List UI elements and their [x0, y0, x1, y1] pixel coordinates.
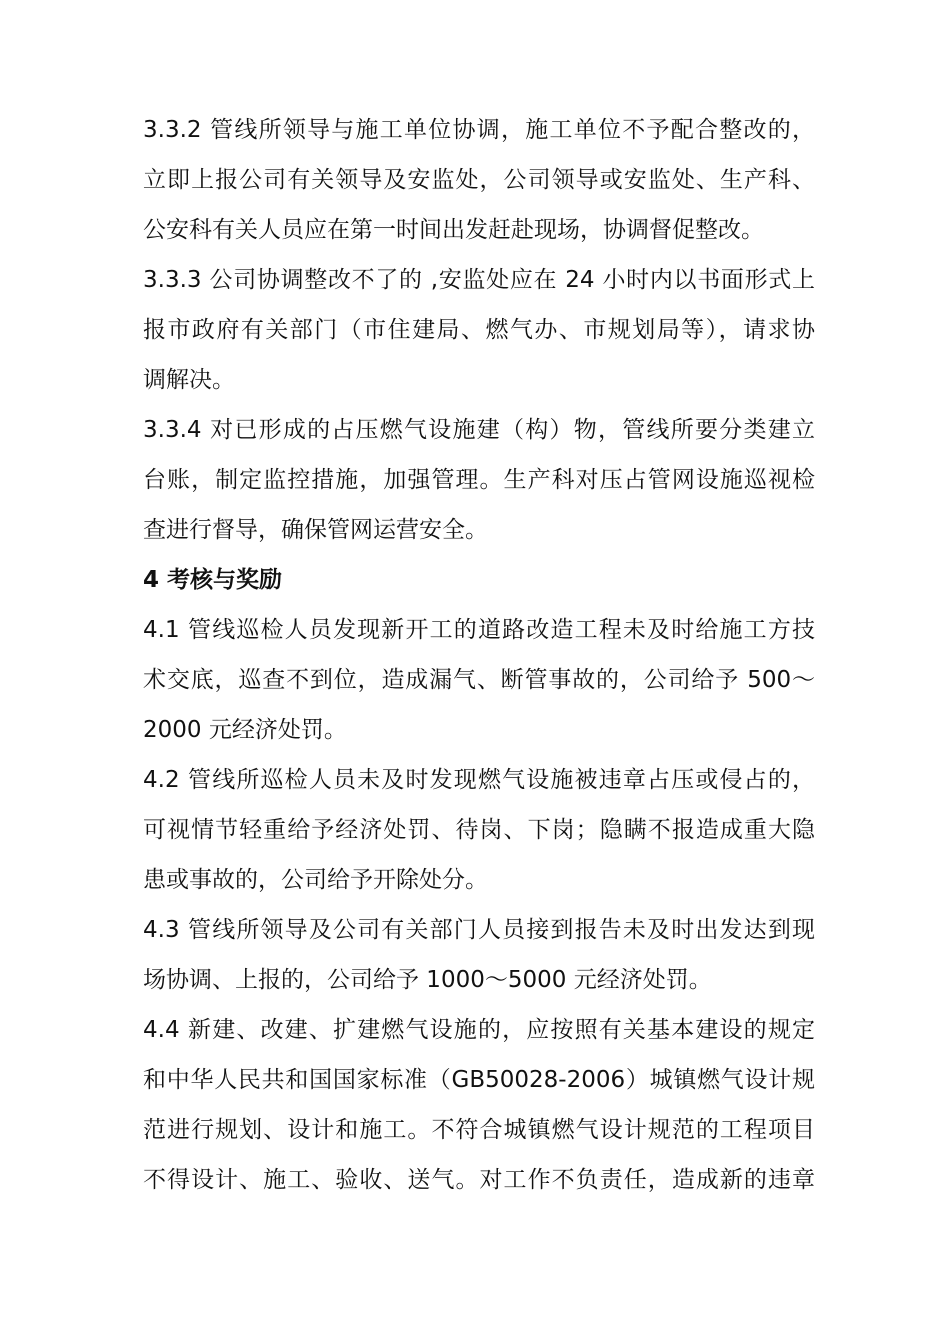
paragraph-4-4-line-1: 4.4 新建、改建、扩建燃气设施的，应按照有关基本建设的规定: [143, 1017, 815, 1043]
paragraph-4-1-line-2: 术交底，巡查不到位，造成漏气、断管事故的，公司给予 500～: [143, 667, 815, 693]
paragraph-4-2-line-3: 患或事故的，公司给予开除处分。: [143, 867, 488, 893]
paragraph-4-3-line-2: 场协调、上报的，公司给予 1000～5000 元经济处罚。: [143, 967, 712, 993]
paragraph-3-3-3-line-3: 调解决。: [143, 367, 235, 393]
paragraph-3-3-4-line-2: 台账，制定监控措施，加强管理。生产科对压占管网设施巡视检: [143, 467, 815, 493]
paragraph-4-2-line-2: 可视情节轻重给予经济处罚、待岗、下岗；隐瞒不报造成重大隐: [143, 817, 815, 843]
paragraph-3-3-2-line-2: 立即上报公司有关领导及安监处，公司领导或安监处、生产科、: [143, 167, 815, 193]
document-page: [143, 105, 815, 1205]
paragraph-3-3-3-line-1: 3.3.3 公司协调整改不了的 ,安监处应在 24 小时内以书面形式上: [143, 267, 815, 293]
paragraph-4-2-line-1: 4.2 管线所巡检人员未及时发现燃气设施被违章占压或侵占的，: [143, 767, 815, 793]
section-heading-4: 4 考核与奖励: [143, 567, 283, 593]
paragraph-4-4-line-3: 范进行规划、设计和施工。不符合城镇燃气设计规范的工程项目: [143, 1117, 815, 1143]
paragraph-4-1-line-3: 2000 元经济处罚。: [143, 717, 347, 743]
paragraph-3-3-2-line-3: 公安科有关人员应在第一时间出发赶赴现场，协调督促整改。: [143, 217, 764, 243]
paragraph-4-4-line-2: 和中华人民共和国国家标准（GB50028-2006）城镇燃气设计规: [143, 1067, 815, 1093]
paragraph-3-3-4-line-1: 3.3.4 对已形成的占压燃气设施建（构）物，管线所要分类建立: [143, 417, 815, 443]
paragraph-4-4-line-4: 不得设计、施工、验收、送气。对工作不负责任，造成新的违章: [143, 1167, 815, 1193]
paragraph-3-3-2-line-1: 3.3.2 管线所领导与施工单位协调，施工单位不予配合整改的，: [143, 117, 815, 143]
paragraph-3-3-3-line-2: 报市政府有关部门（市住建局、燃气办、市规划局等），请求协: [143, 317, 815, 343]
paragraph-4-1-line-1: 4.1 管线巡检人员发现新开工的道路改造工程未及时给施工方技: [143, 617, 815, 643]
paragraph-4-3-line-1: 4.3 管线所领导及公司有关部门人员接到报告未及时出发达到现: [143, 917, 815, 943]
paragraph-3-3-4-line-3: 查进行督导，确保管网运营安全。: [143, 517, 488, 543]
